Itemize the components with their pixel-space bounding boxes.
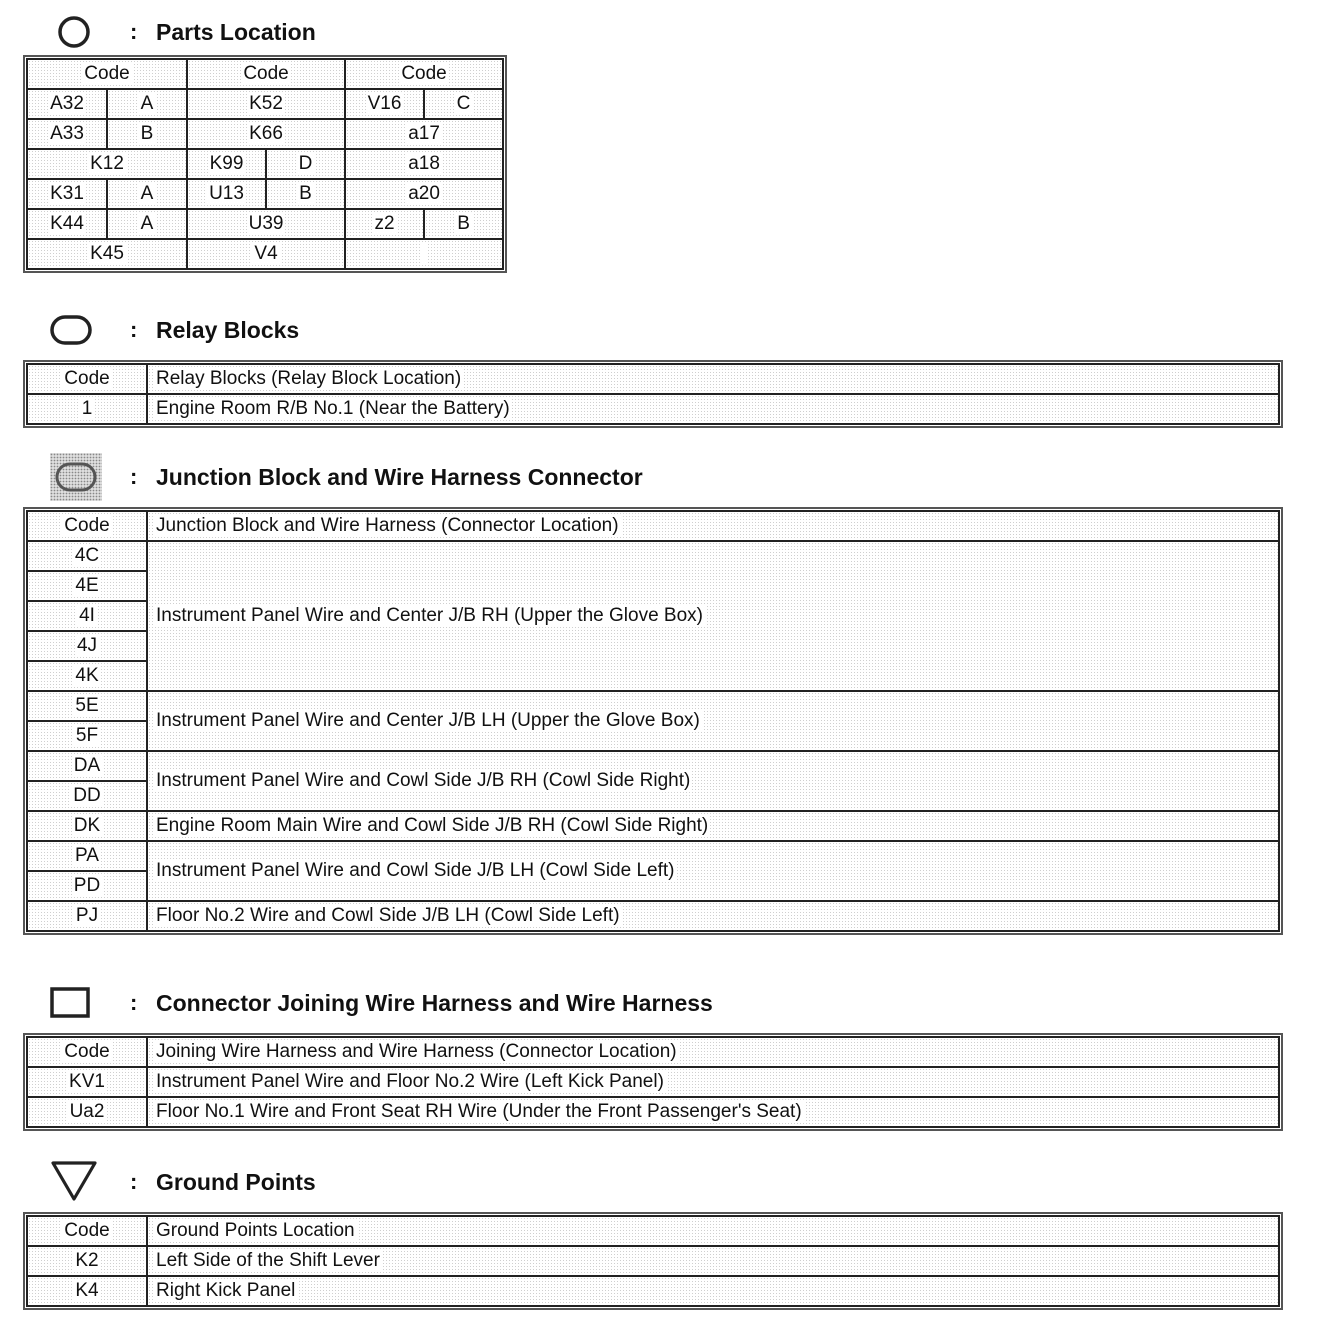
code-header: Code xyxy=(27,1037,147,1067)
description-cell: Engine Room R/B No.1 (Near the Battery) xyxy=(147,394,1279,424)
header-cell: Code xyxy=(27,59,187,89)
relay-blocks-table xyxy=(26,363,1280,425)
junction-block-title: Junction Block and Wire Harness Connector xyxy=(156,463,643,490)
circle-icon xyxy=(48,12,104,52)
table-header-row xyxy=(27,59,503,89)
code-cell: A32 xyxy=(27,89,107,119)
table-row xyxy=(27,841,1279,871)
code-cell: A33 xyxy=(27,119,107,149)
code-cell: Ua2 xyxy=(27,1097,147,1127)
junction-block-table xyxy=(26,510,1280,932)
code-cell: K44 xyxy=(27,209,107,239)
table-row xyxy=(27,239,503,269)
code-cell: U13 xyxy=(187,179,266,209)
ground-points-title: Ground Points xyxy=(156,1168,316,1195)
code-cell: a20 xyxy=(345,179,503,209)
code-cell: K2 xyxy=(27,1246,147,1276)
code-cell: 5F xyxy=(27,721,147,751)
description-header: Junction Block and Wire Harness (Connector Location) xyxy=(147,511,1279,541)
description-cell: Right Kick Panel xyxy=(147,1276,1279,1306)
code-cell: B xyxy=(266,179,345,209)
junction-block-colon: : xyxy=(130,464,138,489)
relay-blocks-header xyxy=(48,310,300,350)
description-cell: Engine Room Main Wire and Cowl Side J/B RH (Cowl Side Right) xyxy=(147,811,1279,841)
code-cell: V4 xyxy=(187,239,345,269)
code-cell: PD xyxy=(27,871,147,901)
code-cell: DK xyxy=(27,811,147,841)
code-cell: K66 xyxy=(187,119,345,149)
code-cell: A xyxy=(107,209,187,239)
table-header-row xyxy=(27,364,1279,394)
code-cell: K12 xyxy=(27,149,187,179)
code-cell: A xyxy=(107,179,187,209)
code-cell: KV1 xyxy=(27,1067,147,1097)
table-row xyxy=(27,209,503,239)
empty-cell xyxy=(345,239,503,269)
table-header-row xyxy=(27,511,1279,541)
description-cell: Left Side of the Shift Lever xyxy=(147,1246,1279,1276)
code-cell: K4 xyxy=(27,1276,147,1306)
connector-joining-header xyxy=(48,983,713,1023)
code-cell: PA xyxy=(27,841,147,871)
code-cell: C xyxy=(424,89,503,119)
code-header: Code xyxy=(27,511,147,541)
table-row xyxy=(27,1097,1279,1127)
relay-blocks-colon: : xyxy=(130,317,138,342)
ground-points-header xyxy=(48,1162,316,1202)
code-cell: 4I xyxy=(27,601,147,631)
table-row xyxy=(27,1246,1279,1276)
code-cell: B xyxy=(424,209,503,239)
table-row xyxy=(27,89,503,119)
shaded-oval-icon xyxy=(48,457,104,497)
table-row xyxy=(27,394,1279,424)
connector-joining-title: Connector Joining Wire Harness and Wire Harness xyxy=(156,989,713,1016)
description-cell: Instrument Panel Wire and Cowl Side J/B RH (Cowl Side Right) xyxy=(147,751,1279,811)
table-header-row xyxy=(27,1037,1279,1067)
code-cell: DA xyxy=(27,751,147,781)
code-cell: K31 xyxy=(27,179,107,209)
ground-points-colon: : xyxy=(130,1169,138,1194)
code-header: Code xyxy=(27,364,147,394)
code-cell: V16 xyxy=(345,89,424,119)
description-header: Ground Points Location xyxy=(147,1216,1279,1246)
code-header: Code xyxy=(27,1216,147,1246)
description-cell: Floor No.2 Wire and Cowl Side J/B LH (Cowl Side Left) xyxy=(147,901,1279,931)
junction-block-header xyxy=(48,457,643,497)
ground-points-table xyxy=(26,1215,1280,1307)
parts-location-title: Parts Location xyxy=(156,18,316,45)
code-cell: K45 xyxy=(27,239,187,269)
connector-joining-colon: : xyxy=(130,990,138,1015)
relay-blocks-title: Relay Blocks xyxy=(156,316,300,343)
table-row xyxy=(27,1276,1279,1306)
description-cell: Instrument Panel Wire and Cowl Side J/B LH (Cowl Side Left) xyxy=(147,841,1279,901)
description-header: Relay Blocks (Relay Block Location) xyxy=(147,364,1279,394)
code-cell: 4J xyxy=(27,631,147,661)
header-cell: Code xyxy=(187,59,345,89)
parts-location-colon: : xyxy=(130,19,138,44)
table-row xyxy=(27,751,1279,781)
description-header: Joining Wire Harness and Wire Harness (Connector Location) xyxy=(147,1037,1279,1067)
parts-location-header xyxy=(48,12,316,52)
code-cell: z2 xyxy=(345,209,424,239)
code-cell: PJ xyxy=(27,901,147,931)
header-cell: Code xyxy=(345,59,503,89)
description-cell: Instrument Panel Wire and Floor No.2 Wire (Left Kick Panel) xyxy=(147,1067,1279,1097)
code-cell: B xyxy=(107,119,187,149)
description-cell: Instrument Panel Wire and Center J/B LH (Upper the Glove Box) xyxy=(147,691,1279,751)
table-row xyxy=(27,691,1279,721)
table-header-row xyxy=(27,1216,1279,1246)
table-row xyxy=(27,149,503,179)
table-row xyxy=(27,1067,1279,1097)
code-cell: a17 xyxy=(345,119,503,149)
code-cell: 4C xyxy=(27,541,147,571)
triangle-down-icon xyxy=(48,1162,104,1202)
rectangle-icon xyxy=(48,983,104,1023)
table-row xyxy=(27,901,1279,931)
code-cell: 1 xyxy=(27,394,147,424)
code-cell: U39 xyxy=(187,209,345,239)
code-cell: 5E xyxy=(27,691,147,721)
code-cell: K52 xyxy=(187,89,345,119)
code-cell: a18 xyxy=(345,149,503,179)
table-row xyxy=(27,541,1279,571)
table-row xyxy=(27,119,503,149)
code-cell: 4K xyxy=(27,661,147,691)
code-cell: DD xyxy=(27,781,147,811)
connector-joining-table xyxy=(26,1036,1280,1128)
code-cell: D xyxy=(266,149,345,179)
code-cell: 4E xyxy=(27,571,147,601)
table-row xyxy=(27,811,1279,841)
description-cell: Floor No.1 Wire and Front Seat RH Wire (Under the Front Passenger's Seat) xyxy=(147,1097,1279,1127)
code-cell: A xyxy=(107,89,187,119)
parts-location-table xyxy=(26,58,504,270)
table-row xyxy=(27,179,503,209)
description-cell: Instrument Panel Wire and Center J/B RH (Upper the Glove Box) xyxy=(147,541,1279,691)
rounded-oval-icon xyxy=(48,310,104,350)
code-cell: K99 xyxy=(187,149,266,179)
